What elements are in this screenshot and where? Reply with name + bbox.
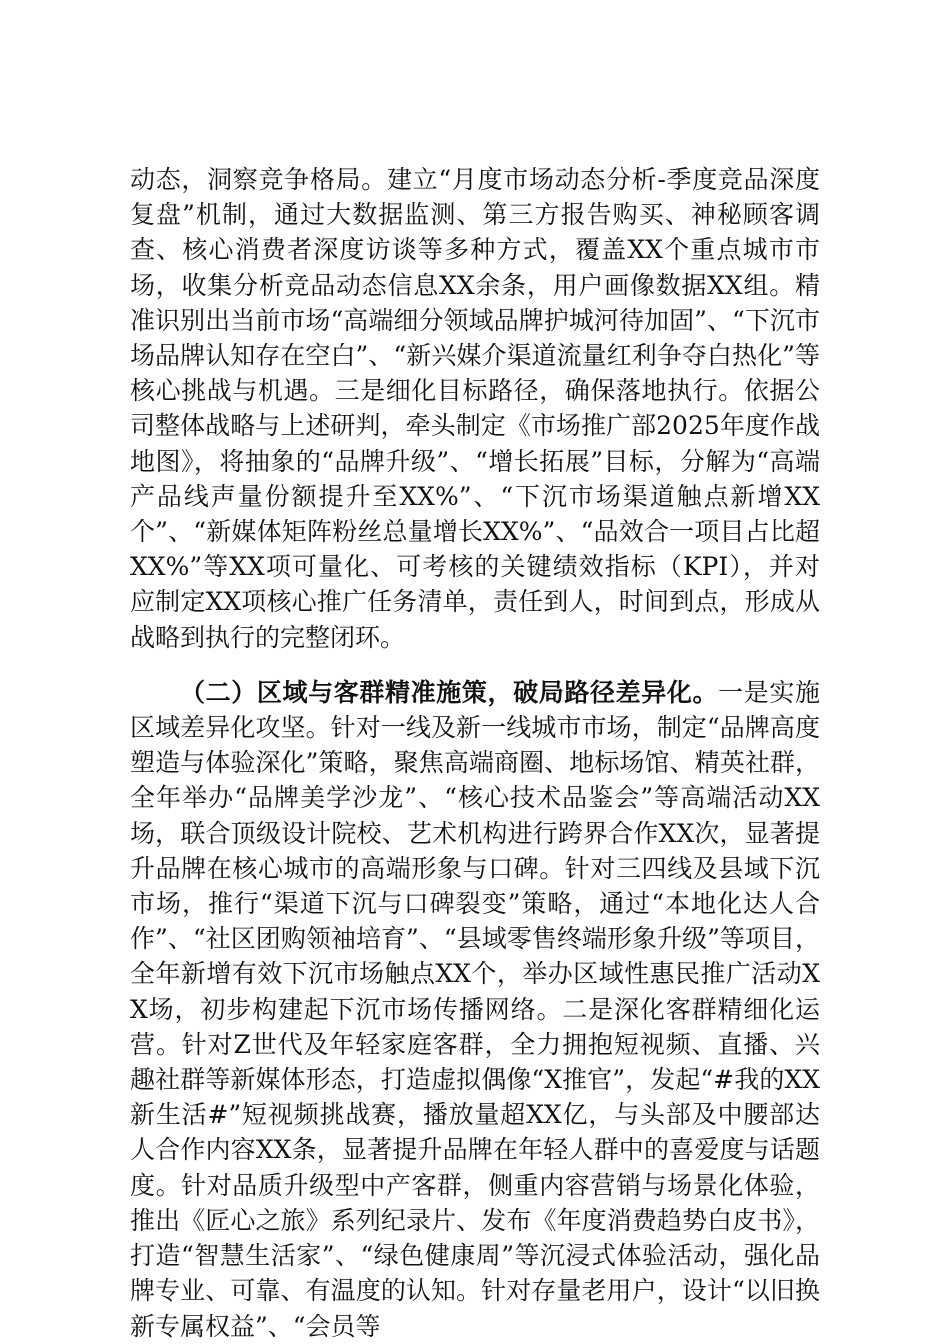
- section-body: 一是实施区域差异化攻坚。针对一线及新一线城市市场，制定“品牌高度塑造与体验深化”策略，聚焦高端商圈、地标场馆、精英社群，全年举办“品牌美学沙龙”、“核心技术品鉴会”等高端活动XX场，联合顶级设计院校、艺术机构进行跨界合作XX次，显著提升品牌在核心城市的高端形象与口碑。针对三四线及县域下沉市场，推行“渠道下沉与口碑裂变”策略，通过“本地化达人合作”、“社区团购领袖培育”、“县域零售终端形象升级”等项目，全年新增有效下沉市场触点XX个，举办区域性惠民推广活动XX场，初步构建起下沉市场传播网络。二是深化客群精细化运营。针对Z世代及年轻家庭客群，全力拥抱短视频、直播、兴趣社群等新媒体形态，打造虚拟偶像“X推官”，发起“#我的XX新生活#”短视频挑战赛，播放量超XX亿，与头部及中腰部达人合作内容XX条，显著提升品牌在年轻人群中的喜爱度与话题度。针对品质升级型中产客群，侧重内容营销与场景化体验，推出《匠心之旅》系列纪录片、发布《年度消费趋势白皮书》，打造“智慧生活家”、“绿色健康周”等沉浸式体验活动，强化品牌专业、可靠、有温度的认知。针对存量老用户，设计“以旧换新专属权益”、“会员等: [130, 677, 820, 1341]
- section-heading: （二）区域与客群精准施策，破局路径差异化。: [180, 677, 719, 707]
- section-paragraph: [130, 675, 820, 1344]
- document-page: [130, 162, 820, 1344]
- body-paragraph: 动态，洞察竞争格局。建立“月度市场动态分析-季度竞品深度复盘”机制，通过大数据监测、第三方报告购买、神秘顾客调查、核心消费者深度访谈等多种方式，覆盖XX个重点城市市场，收集分析竞品动态信息XX余条，用户画像数据XX组。精准识别出当前市场“高端细分领域品牌护城河待加固”、“下沉市场品牌认知存在空白”、“新兴媒介渠道流量红利争夺白热化”等核心挑战与机遇。三是细化目标路径，确保落地执行。依据公司整体战略与上述研判，牵头制定《市场推广部2025年度作战地图》，将抽象的“品牌升级”、“增长拓展”目标，分解为“高端产品线声量份额提升至XX%”、“下沉市场渠道触点新增XX个”、“新媒体矩阵粉丝总量增长XX%”、“品效合一项目占比超XX%”等XX项可量化、可考核的关键绩效指标（KPI），并对应制定XX项核心推广任务清单，责任到人，时间到点，形成从战略到执行的完整闭环。: [130, 165, 820, 652]
